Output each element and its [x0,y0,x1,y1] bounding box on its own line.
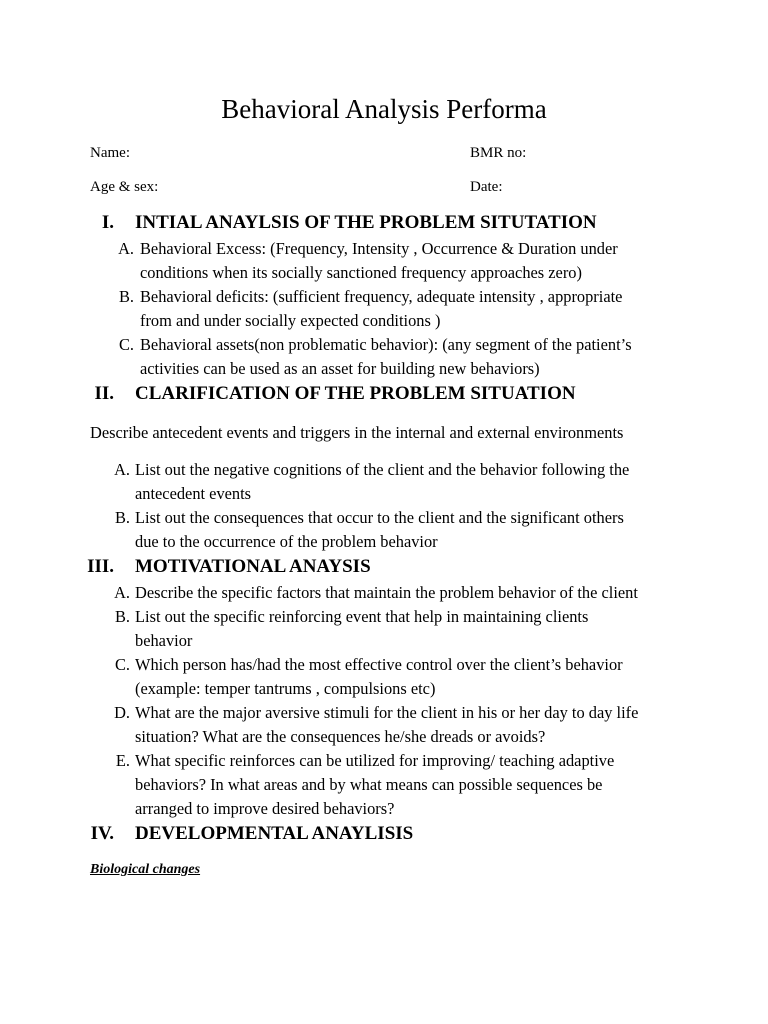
subheading-biological-changes: Biological changes [90,862,201,877]
section-number: III. [87,556,114,577]
section-heading: CLARIFICATION OF THE PROBLEM SITUATION [135,383,576,404]
list-item-letter: B. [114,607,130,626]
section-number: I. [101,212,114,233]
list-item-text: Describe the specific factors that maintain the problem behavior of the client [135,583,638,602]
list-item-text: What are the major aversive stimuli for the client in his or her day to day life [135,703,639,722]
list-item-letter: A. [118,239,134,258]
list-item-text: from and under socially expected conditions ) [140,311,441,330]
list-item-letter: C. [114,655,130,674]
list-item-letter: B. [118,287,134,306]
list-item-text: List out the consequences that occur to the client and the significant others [135,508,624,527]
section-intro-text: Describe antecedent events and triggers in the internal and external environments [90,423,624,442]
list-item-text: conditions when its socially sanctioned frequency approaches zero) [140,263,582,282]
list-item-text: antecedent events [135,484,252,503]
list-item-text: Behavioral assets(non problematic behavior): (any segment of the patient’s [140,335,632,354]
section-heading: MOTIVATIONAL ANAYSIS [135,556,371,577]
list-item-letter: C. [118,335,134,354]
list-item-text: (example: temper tantrums , compulsions etc) [135,679,436,698]
list-item-text: behavior [135,631,193,650]
list-item-text: Behavioral Excess: (Frequency, Intensity , Occurrence & Duration under [140,239,618,258]
list-item-letter: E. [115,751,130,770]
list-item-text: List out the negative cognitions of the client and the behavior following the [135,460,630,479]
name-field-label: Name: [90,145,130,161]
section-number: II. [94,383,114,404]
list-item-letter: D. [114,703,130,722]
section-heading: DEVELOPMENTAL ANAYLISIS [135,823,414,844]
list-item-letter: A. [114,583,130,602]
list-item-text: situation? What are the consequences he/she dreads or avoids? [135,727,546,746]
section-number: IV. [90,823,114,844]
list-item-text: due to the occurrence of the problem behavior [135,532,438,551]
list-item-text: List out the specific reinforcing event that help in maintaining clients [135,607,589,626]
date-field-label: Date: [470,179,503,195]
list-item-text: Which person has/had the most effective control over the client’s behavior [135,655,623,674]
list-item-text: What specific reinforces can be utilized for improving/ teaching adaptive [135,751,615,770]
list-item-text: activities can be used as an asset for building new behaviors) [140,359,540,378]
list-item-text: Behavioral deficits: (sufficient frequency, adequate intensity , appropriate [140,287,623,306]
list-item-letter: B. [114,508,130,527]
list-item-text: arranged to improve desired behaviors? [135,799,395,818]
list-item-text: behaviors? In what areas and by what means can possible sequences be [135,775,603,794]
bmr-field-label: BMR no: [470,145,527,161]
age-sex-field-label: Age & sex: [90,179,159,195]
section-heading: INTIAL ANAYLSIS OF THE PROBLEM SITUTATION [135,212,597,233]
list-item-letter: A. [114,460,130,479]
document-title: Behavioral Analysis Performa [221,94,547,124]
